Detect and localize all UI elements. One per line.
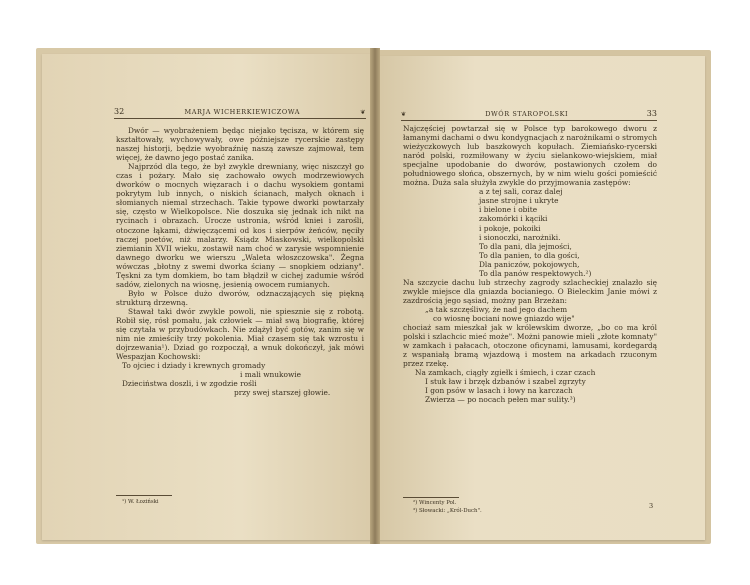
book-gutter	[370, 48, 380, 544]
left-verse	[116, 361, 364, 397]
poem-line: i pokoje, pokoiki	[479, 223, 541, 233]
left-running-header	[114, 102, 366, 119]
right-running-title: DWÓR STAROPOLSKI	[485, 110, 569, 118]
right-running-header	[401, 104, 657, 121]
right-poem	[403, 187, 657, 277]
right-page-body	[403, 124, 657, 404]
poem-line: a z tej sali, coraz dalej	[479, 187, 563, 197]
right-footnote-rule	[403, 497, 459, 498]
left-running-title: MARJA WICHERKIEWICZOWA	[184, 108, 301, 116]
right-tail-verse	[403, 377, 657, 404]
right-paragraph-4: Na zamkach, ciągły zgiełk i śmiech, i czar czach	[415, 368, 596, 378]
left-header-ornament-icon: ❦	[360, 109, 366, 116]
printer-signature-mark: 3	[649, 502, 654, 510]
right-quote	[403, 305, 657, 323]
poem-line: i bielone i obite	[479, 205, 538, 215]
left-paragraph-4: Stawał taki dwór zwykle powoli, nie spiesznie się z robotą. Robił się, rósł pomału, jak człowiek — miał swą biografię, której się czytała w przybudówkach. Nie zdążył być gotów, zanim się w nim nie zmieściły trzy pokolenia. Miał czasem się tak wzrostu i dojrzewania¹). Dziad go rozpoczął, a wnuk dokończył, jak mówi Wespazjan Kochowski:	[116, 306, 364, 362]
right-footnote-1: ²) Wincenty Pol.	[413, 500, 457, 506]
right-footnote-2: ³) Słowacki: „Król-Duch".	[413, 508, 482, 514]
poem-line: To dla panów respektowych.²)	[479, 268, 592, 278]
poem-line: To dla pani, dla jejmości,	[479, 241, 572, 251]
quote-line: „a tak szczęśliwy, że nad jego dachem	[425, 304, 568, 314]
tail-verse-line: Zwierza — po nocach pełen mar sulity.³)	[425, 395, 576, 405]
verse-line: Dzieciństwa doszli, i w zgodzie rośli	[122, 379, 257, 389]
poem-line: i sionoczki, narożniki.	[479, 232, 561, 242]
left-paragraph-2: Najprzód dla tego, że był zwykle drewniany, więc niszczył go czas i pożary. Mało się zachowało owych modrzewiowych dworków o mocnych więzarach i o dachu wysokiem gontami pokrytym lub innych, o niskich ścianach, małych oknach i słomianych niemal strzechach. Takie typowe dworki powtarzały się, często w Wielkopolsce. Nie doszuka się jednak ich nikt na rycinach i obrazach. Urocze ustronia, wśród kniei i zarośli, otoczone łąkami, dźwięczącemi od kos i sierpów żeńców, nęciły raczej poetów, niż malarzy. Ksiądz Miaskowski, wielkopolski ziemianin XVII wieku, zostawił nam choć w zarysie wspomnienie dawnego dworku we wierszu „Waleta włoszczowska". Żegna wówczas „błotny z swemi dworka ściany — snopkiem odziany". Tęskni za tym domkiem, bo tam błądził w cichej zadumie wśród sadów, zielonych na wiosnę, jesienią owocem rumianych.	[116, 162, 364, 289]
poem-line: zakomórki i kąciki	[479, 214, 548, 224]
left-footnote: ¹) W. Łoziński	[122, 499, 159, 505]
right-page-number: 33	[646, 109, 657, 118]
verse-line: i mali wnukowie	[240, 370, 302, 380]
quote-line: co wiosnę bociani nowe gniazdo wije"	[433, 313, 575, 323]
verse-line: przy swej starszej głowie.	[234, 388, 331, 398]
left-paragraph-1: Dwór — wyobrażeniem będąc niejako tęcisza, w którem się kształtowały, wychowywały, owe późniejsze rycerskie zastępy naszej historji, będzie wyobraźnię naszą zawsze zajmował, tem więcej, że dawno jego postać zanika.	[116, 126, 364, 163]
right-footnotes	[413, 499, 482, 515]
left-footnote-rule	[116, 495, 172, 496]
right-paragraph-3: chociaż sam mieszkał jak w królewskim dworze, „bo co ma król polski i szlachcic mieć może". Możni panowie mieli „złote komnaty" w zamkach i pałacach, otoczone oficynami, lamusami, kordegardą z wspaniałą bramą wjazdową i mostem na arkadach rzuconym przez rzekę.	[403, 323, 657, 369]
left-page	[42, 54, 374, 540]
right-page	[377, 56, 705, 540]
left-paragraph-3: Było w Polsce dużo dworów, odznaczających się piękną strukturą drzewną.	[116, 288, 364, 307]
poem-line: jasne strojne i ukryte	[479, 196, 559, 206]
poem-line: Dla paniczów, pokojowych,	[479, 259, 580, 269]
right-paragraph-1: Najczęściej powtarzał się w Polsce typ barokowego dworu z łamanymi dachami o dwu kondygnacjach z narożnikami o stromych wieżyczkowych lub baszkowych kopułach. Ziemiańsko-rycerski naród polski, rozmiłowany w życiu sielankowo-wiejskiem, miał specjalne upodobanie do dworów, postawionych czołem do południowego słońca, obszernych, by w nim wielu gości pomieścić można. Duża sala służyła zwykle do przyjmowania zastępów:	[403, 124, 657, 188]
right-paragraph-2: Na szczycie dachu lub strzechy zagrody szlacheckiej znalazło się zwykle miejsce dla gniazda bocianiego. O Bieleckim Janie mówi z zazdrością jego sąsiad, możny pan Brzeżan:	[403, 277, 657, 305]
left-page-body	[116, 126, 364, 397]
right-header-ornament-icon: ❦	[401, 111, 407, 118]
tail-verse-line: I gon psów w lasach i łowy na karczach	[425, 386, 573, 396]
tail-verse-line: I stuk ław i brzęk dzbanów i szabel zgrzyty	[425, 377, 586, 387]
verse-line: To ojciec i dziady i krewnych gromady	[122, 361, 266, 371]
poem-line: To dla panien, to dla gości,	[479, 250, 580, 260]
left-page-number: 32	[114, 107, 125, 116]
